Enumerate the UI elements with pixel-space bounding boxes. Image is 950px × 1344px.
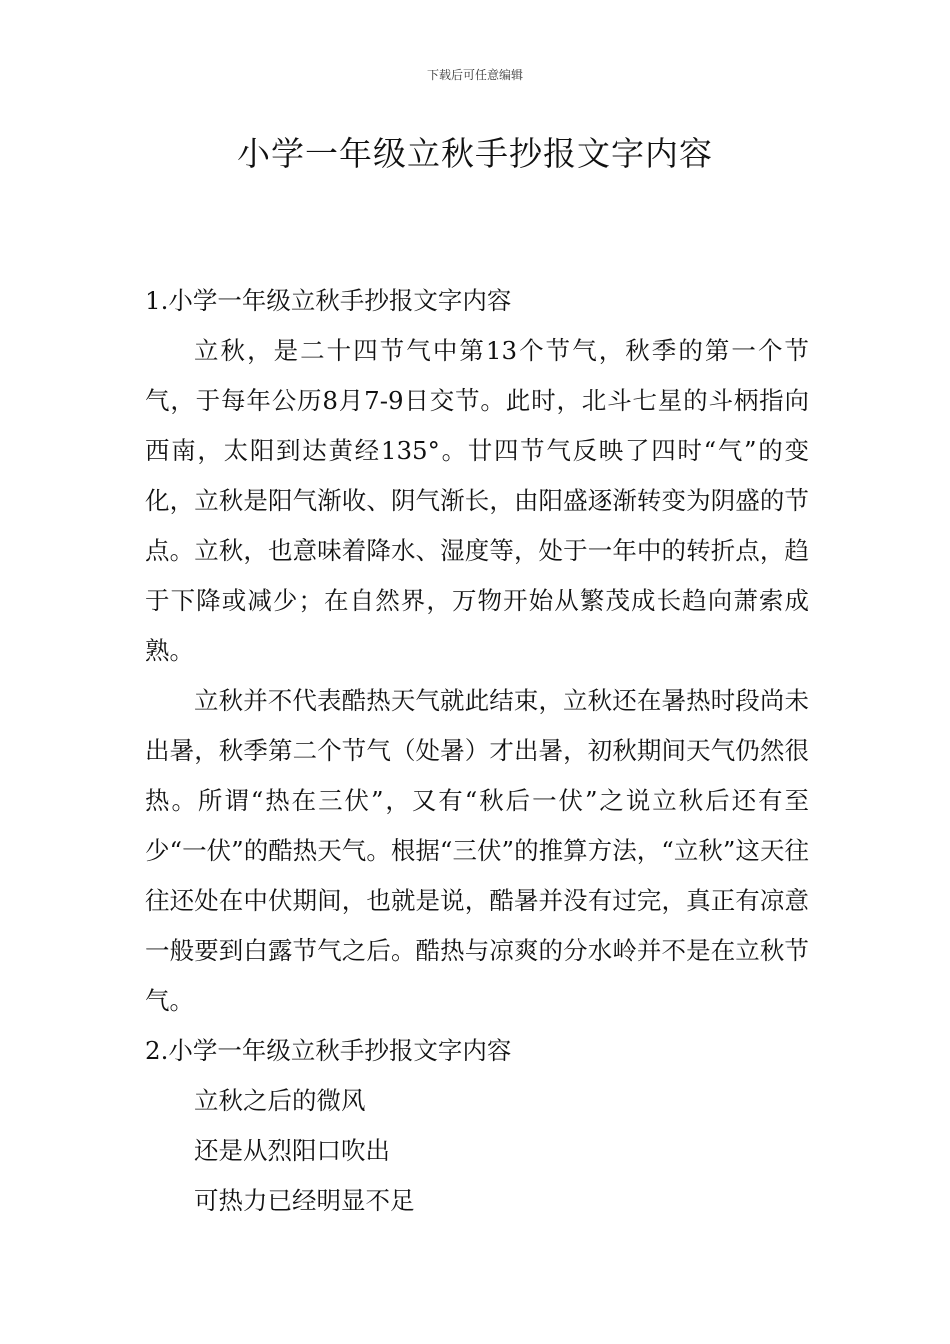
section-2-line-3: 可热力已经明显不足 (194, 1186, 415, 1215)
section-1-paragraph-2: 立秋并不代表酷热天气就此结束，立秋还在暑热时段尚未出暑，秋季第二个节气（处暑）才出暑，初秋期间天气仍然很热。所谓“热在三伏”，又有“秋后一伏”之说立秋后还有至少“一伏”的酷热天气。根据“三伏”的推算方法，“立秋”这天往往还处在中伏期间，也就是说，酷暑并没有过完，真正有凉意一般要到白露节气之后。酷热与凉爽的分水岭并不是在立秋节气。 (145, 686, 809, 1015)
section-1-paragraph-1: 立秋，是二十四节气中第13个节气，秋季的第一个节气，于每年公历8月7-9日交节。此时，北斗七星的斗柄指向西南，太阳到达黄经135°。廿四节气反映了四时“气”的变化，立秋是阳气渐收、阴气渐长，由阳盛逐渐转变为阴盛的节点。立秋，也意味着降水、湿度等，处于一年中的转折点，趋于下降或减少；在自然界，万物开始从繁茂成长趋向萧索成熟。 (145, 336, 809, 665)
section-2-line-1: 立秋之后的微风 (194, 1086, 366, 1115)
page-header-note: 下载后可任意编辑 (426, 68, 523, 82)
section-2-heading: 2.小学一年级立秋手抄报文字内容 (145, 1036, 512, 1065)
section-2-line-2: 还是从烈阳口吹出 (194, 1136, 390, 1165)
document-body (145, 276, 809, 1226)
section-1-heading: 1.小学一年级立秋手抄报文字内容 (145, 286, 512, 315)
document-title: 小学一年级立秋手抄报文字内容 (237, 134, 713, 173)
